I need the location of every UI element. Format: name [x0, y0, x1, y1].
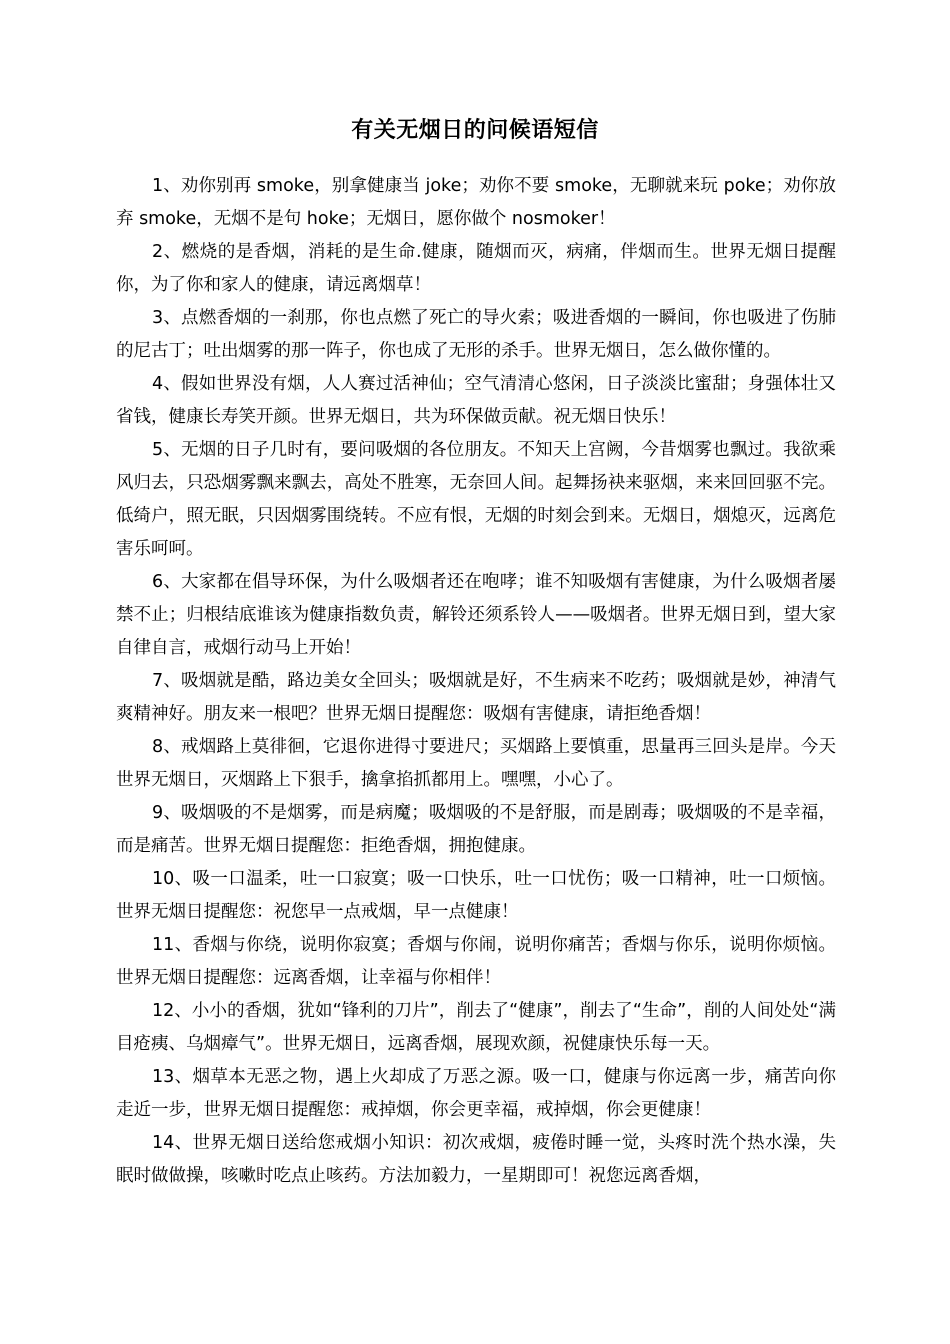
- paragraph-3: 3、点燃香烟的一刹那，你也点燃了死亡的导火索；吸进香烟的一瞬间，你也吸进了伤肺的尼古丁；吐出烟雾的那一阵子，你也成了无形的杀手。世界无烟日，怎么做你懂的。: [116, 308, 836, 361]
- document-body: [116, 170, 836, 1193]
- paragraph-9: 9、吸烟吸的不是烟雾，而是病魔；吸烟吸的不是舒服，而是剧毒；吸烟吸的不是幸福，而是痛苦。世界无烟日提醒您：拒绝香烟，拥抱健康。: [116, 803, 836, 856]
- paragraph-1: 1、劝你别再 smoke，别拿健康当 joke；劝你不要 smoke，无聊就来玩 poke；劝你放弃 smoke，无烟不是句 hoke；无烟日，愿你做个 nosmoker！: [116, 176, 836, 229]
- paragraph-2: 2、燃烧的是香烟，消耗的是生命.健康，随烟而灭，病痛，伴烟而生。世界无烟日提醒你，为了你和家人的健康，请远离烟草！: [116, 242, 836, 295]
- paragraph-12: 12、小小的香烟，犹如“锋利的刀片”，削去了“健康”，削去了“生命”，削的人间处处“满目疮痍、乌烟瘴气”。世界无烟日，远离香烟，展现欢颜，祝健康快乐每一天。: [116, 1001, 836, 1054]
- paragraph-5: 5、无烟的日子几时有，要问吸烟的各位朋友。不知天上宫阙，今昔烟雾也飘过。我欲乘风归去，只恐烟雾飘来飘去，高处不胜寒，无奈回人间。起舞扬袂来驱烟，来来回回驱不完。低绮户，照无眠，只因烟雾围绕转。不应有恨，无烟的时刻会到来。无烟日，烟熄灭，远离危害乐呵呵。: [116, 440, 836, 559]
- paragraph-8: 8、戒烟路上莫徘徊，它退你进得寸要进尺；买烟路上要慎重，思量再三回头是岸。今天世界无烟日，灭烟路上下狠手，擒拿掐抓都用上。嘿嘿，小心了。: [116, 737, 836, 790]
- paragraph-10: 10、吸一口温柔，吐一口寂寞；吸一口快乐，吐一口忧伤；吸一口精神，吐一口烦恼。世界无烟日提醒您：祝您早一点戒烟，早一点健康！: [116, 869, 836, 922]
- paragraph-13: 13、烟草本无恶之物，遇上火却成了万恶之源。吸一口，健康与你远离一步，痛苦向你走近一步，世界无烟日提醒您：戒掉烟，你会更幸福，戒掉烟，你会更健康！: [116, 1067, 836, 1120]
- document-title: 有关无烟日的问候语短信: [351, 118, 599, 143]
- paragraph-7: 7、吸烟就是酷，路边美女全回头；吸烟就是好，不生病来不吃药；吸烟就是妙，神清气爽精神好。朋友来一根吧？世界无烟日提醒您：吸烟有害健康，请拒绝香烟！: [116, 671, 836, 724]
- paragraph-11: 11、香烟与你绕，说明你寂寞；香烟与你闹，说明你痛苦；香烟与你乐，说明你烦恼。世界无烟日提醒您：远离香烟，让幸福与你相伴！: [116, 935, 836, 988]
- paragraph-6: 6、大家都在倡导环保，为什么吸烟者还在咆哮；谁不知吸烟有害健康，为什么吸烟者屡禁不止；归根结底谁该为健康指数负责，解铃还须系铃人——吸烟者。世界无烟日到，望大家自律自言，戒烟行动马上开始！: [116, 572, 836, 658]
- paragraph-14: 14、世界无烟日送给您戒烟小知识：初次戒烟，疲倦时睡一觉，头疼时洗个热水澡，失眠时做做操，咳嗽时吃点止咳药。方法加毅力，一星期即可！祝您远离香烟，: [116, 1133, 836, 1186]
- paragraph-4: 4、假如世界没有烟，人人赛过活神仙；空气清清心悠闲，日子淡淡比蜜甜；身强体壮又省钱，健康长寿笑开颜。世界无烟日，共为环保做贡献。祝无烟日快乐！: [116, 374, 836, 427]
